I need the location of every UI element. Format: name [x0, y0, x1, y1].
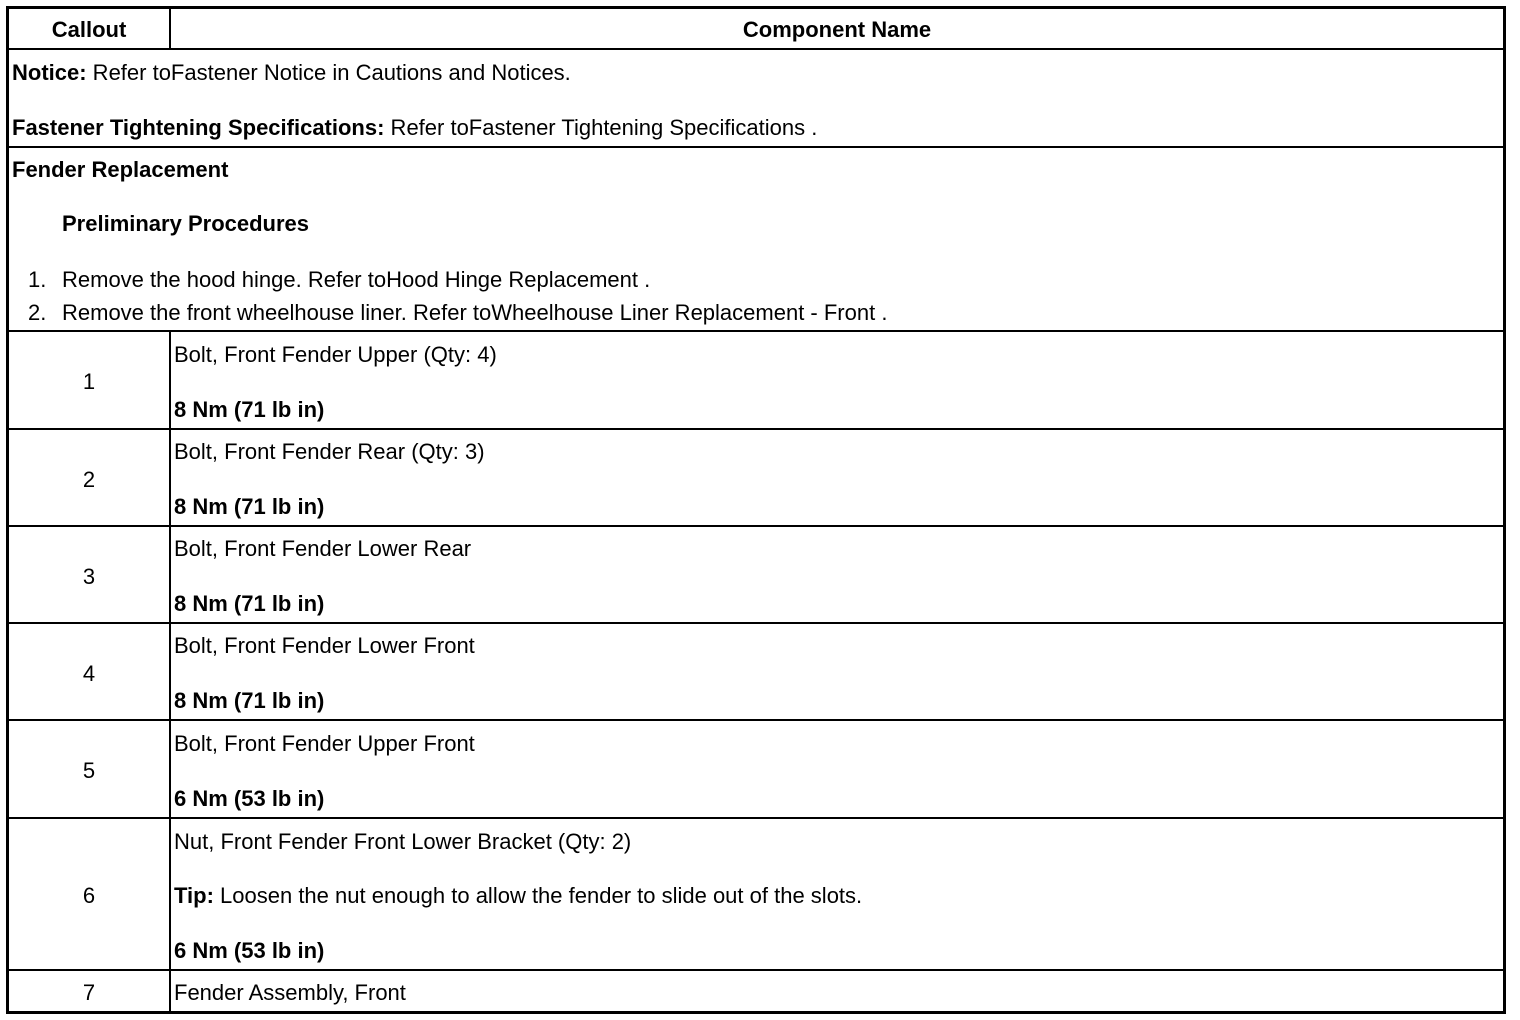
notice-rule	[9, 146, 1503, 148]
spec-text: Refer toFastener Tightening Specifications .	[384, 115, 818, 140]
callout-7: 7	[82, 980, 96, 1005]
callout-1: 1	[82, 369, 96, 394]
callout-column-divider	[169, 331, 171, 1011]
component-name-2: Bolt, Front Fender Rear (Qty: 3)	[174, 439, 485, 464]
notice-line	[12, 60, 571, 86]
header-divider	[169, 9, 171, 49]
header-component-name: Component Name	[742, 17, 932, 42]
step-1-number: 1.	[28, 267, 47, 292]
procedure-title: Fender Replacement	[12, 157, 229, 182]
fastener-table	[6, 6, 1506, 1014]
torque-6: 6 Nm (53 lb in)	[174, 938, 325, 963]
notice-text: Refer toFastener Notice in Cautions and Notices.	[86, 60, 571, 85]
procedure-subtitle: Preliminary Procedures	[62, 211, 310, 236]
spec-label: Fastener Tightening Specifications:	[12, 115, 385, 140]
row-rule-6	[9, 969, 1503, 971]
callout-6: 6	[82, 883, 96, 908]
row-rule-1	[9, 428, 1503, 430]
tip-text: Loosen the nut enough to allow the fender to slide out of the slots.	[213, 883, 863, 908]
callout-3: 3	[82, 564, 96, 589]
step-2-number: 2.	[28, 300, 47, 325]
callout-5: 5	[82, 758, 96, 783]
row-rule-5	[9, 817, 1503, 819]
step-2-text: Remove the front wheelhouse liner. Refer toWheelhouse Liner Replacement - Front .	[62, 300, 888, 325]
torque-2: 8 Nm (71 lb in)	[174, 494, 325, 519]
torque-3: 8 Nm (71 lb in)	[174, 591, 325, 616]
torque-4: 8 Nm (71 lb in)	[174, 688, 325, 713]
component-name-7: Fender Assembly, Front	[174, 980, 406, 1005]
header-callout: Callout	[51, 17, 127, 42]
row-rule-4	[9, 719, 1503, 721]
tip-line	[174, 883, 862, 909]
header-rule	[9, 48, 1503, 50]
component-name-4: Bolt, Front Fender Lower Front	[174, 633, 475, 658]
callout-2: 2	[82, 467, 96, 492]
row-rule-3	[9, 622, 1503, 624]
component-name-6: Nut, Front Fender Front Lower Bracket (Qty: 2)	[174, 829, 632, 854]
spec-line	[12, 115, 817, 141]
row-rule-2	[9, 525, 1503, 527]
tip-label: Tip:	[174, 883, 214, 908]
notice-label: Notice:	[12, 60, 87, 85]
component-name-1: Bolt, Front Fender Upper (Qty: 4)	[174, 342, 497, 367]
torque-5: 6 Nm (53 lb in)	[174, 786, 325, 811]
callout-4: 4	[82, 661, 96, 686]
step-1-text: Remove the hood hinge. Refer toHood Hinge Replacement .	[62, 267, 651, 292]
torque-1: 8 Nm (71 lb in)	[174, 397, 325, 422]
component-name-3: Bolt, Front Fender Lower Rear	[174, 536, 472, 561]
procedure-rule	[9, 330, 1503, 332]
component-name-5: Bolt, Front Fender Upper Front	[174, 731, 475, 756]
